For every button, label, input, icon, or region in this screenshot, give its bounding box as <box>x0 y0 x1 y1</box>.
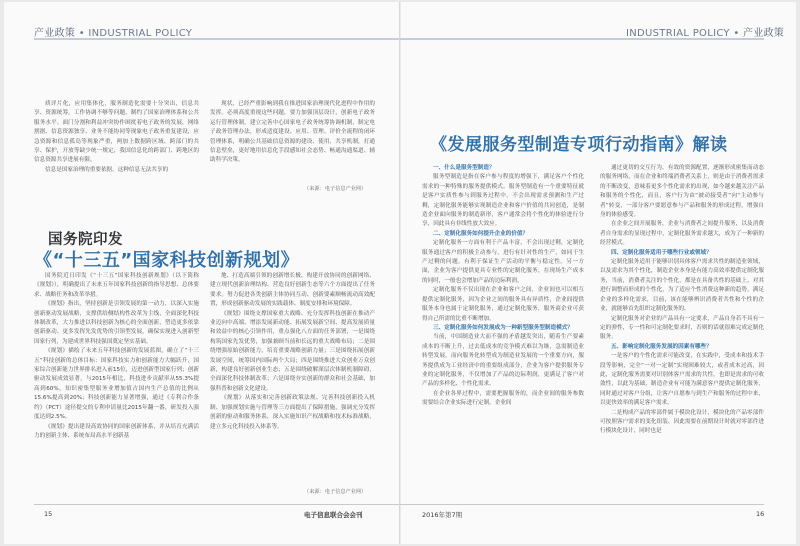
paragraph: 在企业各界过程中，需要把握服务的，而企业间的服务参数需要结合企业实际进行定制，企业间 <box>422 390 584 407</box>
paragraph: 定制化服务对企业的产品具有一定要求，产品自身若不具有一定的弹性，专一性和可定制化要求时，否则的话就很难完成定制化服务。 <box>600 315 764 341</box>
paragraph: 《规划》指出，坚持创新是引领发展的第一动力，以深入实施创新驱动发展战略，支撑供给侧结构性改革为主线，全面深化科技体制改革，大力推进以科技创新为核心的全面创新，塑造更多依靠创新驱动、更多发挥先发优势的引领型发展，确保实现进入创新型国家行列，为建成世界科技强国奠定坚实基础。 <box>34 301 199 345</box>
page-number-right: 16 <box>756 510 765 518</box>
paragraph: 服务型制造是指在客户参与程度的增强下，满足客户个性化需求的一种特殊的服务提供模式。服务型制造有一个重要特征就是客户实质性参与到服务过程中，不会出现需求预测和生产过剩，定制化服务能够实现制造企业和客户价值的共同创造，是制造企业面向服务的制造新形，客户通常会将个性化的体验进行分享，因此具有非线性放大效应。 <box>422 174 584 228</box>
left-top-col-2 <box>210 100 375 166</box>
paragraph: 《规划》提出建设高效协同的国家创新体系，并从培育充满活力的创新主体、系统布局高水平创新基 <box>34 423 199 439</box>
section-question: 四、定制化服务适用于哪些行业或领域？ <box>611 249 712 256</box>
article-title-text: 《发展服务型制造专项行动指南》解读 <box>430 135 728 155</box>
right-col-2 <box>600 164 764 437</box>
footer-journal-title: 电子信息联合会会刊 <box>304 511 363 519</box>
left-body-col-2 <box>210 272 375 432</box>
header-separator: • <box>78 28 85 39</box>
right-col-1 <box>422 164 584 409</box>
footer-rule-right <box>400 504 764 505</box>
paragraph: 在企业之间开展服务，企业与消费者之间提升服务，以及消费者自身需求的显现过程中，定制化服务需求越大，成为了一种新的经营模式。 <box>600 221 764 247</box>
header-section-label: 产业政策 <box>743 28 785 39</box>
paragraph: 二是构成产品的零部件属于模块化设计，模块化的产品零部件可按照客户需求的变化组装、因此需要在前期设计时就对零部件进行模块化设计，同时也是 <box>600 409 764 435</box>
magazine-spread <box>4 2 796 544</box>
footer-issue-date: 2016年第7期 <box>422 511 463 519</box>
article-title <box>430 130 728 155</box>
paragraph: 地、打造高端引领的创新增长极、构建开放协同的创新网络、建立现代创新治理结构、营造良好创新生态等六个方面提出了任务要求。努力促进各类创新主体协同互动、创新要素顺畅流动高效配置，形成创新驱动发展的实践载体、制度安排和环境保障。 <box>210 273 375 308</box>
left-page <box>4 2 400 544</box>
paragraph: 通过更切的交互行为，有效的资源配置，逐渐形成密集而动态的服务网络，而在企业和终端消费者关系上，则是由于消费者需求的不断改变，意味着更多个性化需求的出现，如今越来越关注产品和服务的个性化，而且，客户行为由“被动接受者”向“主动参与者”转变，一部分客户要愿意参与产品和服务的形成过程，增强自身的体验感受。 <box>600 165 764 219</box>
footer-rule-left <box>34 504 400 505</box>
header-section-label: 产业政策 <box>34 28 76 39</box>
paragraph: 现状，已经严重影响到我在推进国家治理现代化进程中作用的发挥。必须高度重视这些问题，要力加强顶层设计，创新电子政务运行管理体制，建立完善中心国家电子政务统筹协调机制，制定电子政务管理办法，形成适度建设、应用、管理、评价全流程的闭环管理体系，明确公共基础信息资源的建设、使用、共享机制，打通信息壁垒，更好地用信息化手段感知社会态势、畅通沟通渠道、辅助科学决策。 <box>210 101 375 164</box>
paragraph: 《规划》描绘了未来五年科技创新的发展蓝图，确立了“十三五”科技创新的总体目标：国家科技实力和创新能力大幅跃升，国家综合创新能力世界排名进入前15位，迈进创新型国家行列；创新驱动发展成效显著，与2015年相比，科技进步贡献率从55.3%提高到60%，知识密集型服务业增加值占国内生产总值的比例从15.6%提高到20%；科技创新能力显著增强，通过《专利合作条约》（PCT）途径提交的专利申请量比2015年翻一番，研发投入强度达到2.5%。 <box>34 348 199 421</box>
paragraph: 定制化服务不仅出现在企业和客户之间，企业间也可以相互提供定制化服务，因为企业之间的服务具有异质性，企业间提供服务本身也属于定制化服务，通过定制化服务，服务商企业可获得自己所需的比重不断增加。 <box>422 287 584 322</box>
article-title-text: 《“十三五”国家科技创新规划》 <box>34 250 300 271</box>
paragraph: 定制化服务适用于能够识别具体客户需求共性的制造业领域，以及需求为其个性化，制造企业本身是有能力高效率提供定制化服务，当前，消费者关注的个性化，都是在具备共性的基础上，对其进行调整而形成的个性化，为了适应个性消费这种新的趋势，满足企业的多样化需求，目前，该在能够辨识消费者共性和个性的企业，就能够首先组织定制化服务的。 <box>600 259 764 313</box>
header-separator: • <box>733 28 740 39</box>
section-question: 五、影响定制化服务发展的因素有哪些？ <box>611 343 712 350</box>
page-number-left: 15 <box>44 510 53 518</box>
article-title-line-1: 国务院印发 <box>48 232 123 248</box>
paragraph: 《规划》从落实和完善创新政策法规、完善科技创新投入机制、加强规划实施与管理等三方面提出了保障措施，强调充分发挥创新的驱动和服务体系，深入实施知识产权战略和技术标准战略，建立多元化科技投入体系等。 <box>210 395 375 430</box>
paragraph: 《规划》围绕支撑国家重大战略、充分发挥科技创新在推动产业迈向中高端、增添发展新动能、拓展发展新空间、提高发展质量和效益中的核心引领作用，重点强化八方面的任务部署，一是围绕构筑国家先发优势，加强兼顾当前和长远的重大战略布局；二是围绕增强原始创新能力，培育重要战略创新力量；三是围绕拓展创新发展空间，统筹国内国际两个大局；四是围绕推进大众创业万众创新，构建良好创新创业生态；五是围绕破解深层次体制机制障碍，全面深化科技体制改革；六是围绕夯实创新的群众和社会基础，加强科普和创新文化建设。 <box>210 310 375 392</box>
paragraph: 当前，中国制造业大而不强的矛盾越发突出，随着生产要素成本的不断上升，过去低成本的竞争模式难以为继，急需制造业转型发展。而向服务化转型成为制造业发展的一个重要方向，服务提供成为工业经济中的重要组成部分，企业为客户提供服务专业的定制化服务，不仅增加了产品的边际利润，更满足了客户对产品的多样化、个性化需求。 <box>422 334 584 388</box>
section-question: 一、什么是服务型制造？ <box>433 165 495 171</box>
paragraph: 质评片化，应用集体化，服务制造化需要十分突出，信息共享、资源统筹，工作协调不够等问题，制约了国家治理体系和公共服务水平。面门分割和利益冲突协作困扰着电子政务的发展，网络割据、信息资源独享、业务不能协同等现象电子政务重复建设，应急资源和信息孤岛等现象严重，两加上数据跨区域、跨部门的共享、保护，开放等缺少统一规定，我国信息化的跨部门、跨地区的信息资源共享进展有限。 <box>34 101 199 164</box>
header-section-en: INDUSTRIAL POLICY <box>88 28 193 39</box>
left-header <box>34 24 192 39</box>
left-top-col-1 <box>34 100 199 175</box>
left-body-col-1 <box>34 272 199 441</box>
article-title-line-2 <box>34 246 299 272</box>
paragraph: 信息是国家治理的重要依据，这种信息无法共享的 <box>45 166 169 173</box>
source-note: （来源：电子信息产业网） <box>304 489 367 495</box>
source-note: （来源：电子信息产业网） <box>304 186 367 192</box>
right-header <box>626 24 784 39</box>
paragraph: 一是客户的个性化需求可能改变，在实践中，受成本和技术手段等影响，完全“一对一定制”实现困难较大，或者成本过高，因此，定制化服务需要对识别体客户需求的共性，也即是需求的可收敛性，以此为基础，制造企业有可能为满意客户提供定制化服务，同时通过对客户分组，让客户自愿参与到生产和服务的过程中来，以更快效率的满足客户需求。 <box>600 353 764 407</box>
paragraph: 国务院近日印发《“十三五”国家科技创新规划》（以下简称《规划》），明确提出了未来五年国家科技创新的指导思想、总体要求、战略任务和改革举措。 <box>34 273 199 298</box>
header-section-en: INDUSTRIAL POLICY <box>626 28 730 39</box>
section-question: 二、定制化服务如何提升企业的价值？ <box>433 230 529 237</box>
paragraph: 定制化服务一方面有利于产品丰富，不会出现过剩，定制化服务通过客户的积极主动参与，进行有针对性的生产，如同于生产过剩的问题，有利于保证生产活动的平衡与稳定性。另一方面，企业为客户提供更具专业性的定制化服务，在现场生产成本的同时，一般也会增加产品的边际利润。 <box>422 240 584 284</box>
section-question: 三、定制化服务如何发展成为一种新型服务型制造模式？ <box>433 324 573 331</box>
